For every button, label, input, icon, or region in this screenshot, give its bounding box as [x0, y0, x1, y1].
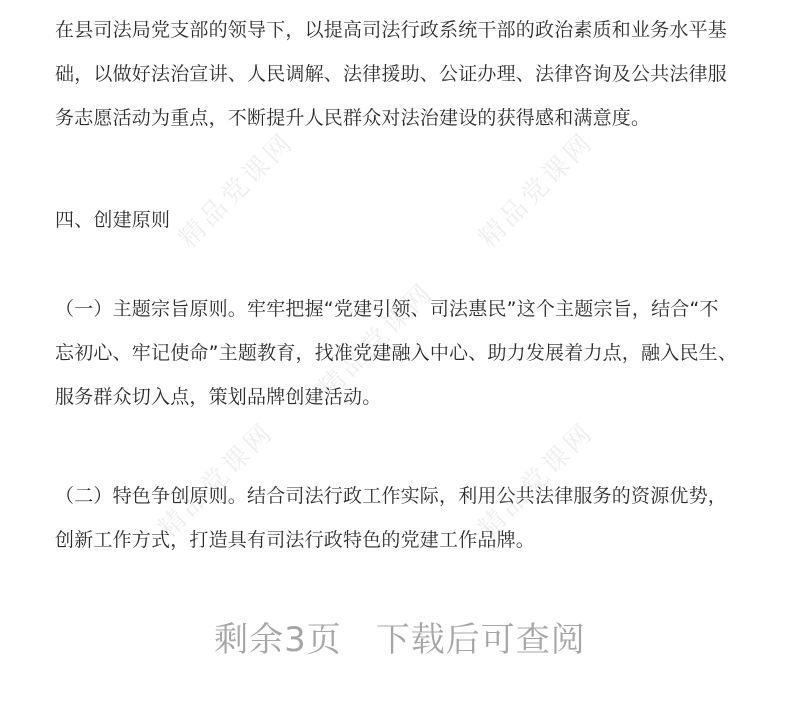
- watermark: 精品党课网: [473, 416, 601, 544]
- download-label[interactable]: 下载后可查阅: [375, 620, 586, 660]
- text-line: （二）特色争创原则。结合司法行政工作实际，利用公共法律服务的资源优势，: [55, 485, 728, 507]
- paragraph-principle-2: [55, 474, 755, 562]
- remaining-pages-label: 剩余3页: [214, 620, 342, 660]
- heading-text: 四、创建原则: [55, 209, 171, 231]
- text-line: 创新工作方式，打造具有司法行政特色的党建工作品牌。: [55, 529, 536, 551]
- text-line: （一）主题宗旨原则。牢牢把握“党建引领、司法惠民”这个主题宗旨，结合“不: [55, 298, 719, 320]
- download-prompt[interactable]: [0, 612, 800, 661]
- watermark: 精品党课网: [153, 416, 281, 544]
- watermark: 精品党课网: [173, 126, 301, 254]
- watermark: 精品党课网: [313, 276, 441, 404]
- text-line: 务志愿活动为重点，不断提升人民群众对法治建设的获得感和满意度。: [55, 107, 651, 129]
- text-line: 服务群众切入点，策划品牌创建活动。: [55, 386, 382, 408]
- text-line: 在县司法局党支部的领导下，以提高司法行政系统干部的政治素质和业务水平基: [55, 19, 728, 41]
- watermark: 精品党课网: [473, 126, 601, 254]
- text-line: 础，以做好法治宣讲、人民调解、法律援助、公证办理、法律咨询及公共法律服: [55, 63, 728, 85]
- paragraph-intro: [55, 8, 755, 140]
- text-line: 忘初心、牢记使命”主题教育，找准党建融入中心、助力发展着力点，融入民生、: [55, 342, 738, 364]
- section-heading: [55, 198, 755, 242]
- paragraph-principle-1: [55, 287, 755, 419]
